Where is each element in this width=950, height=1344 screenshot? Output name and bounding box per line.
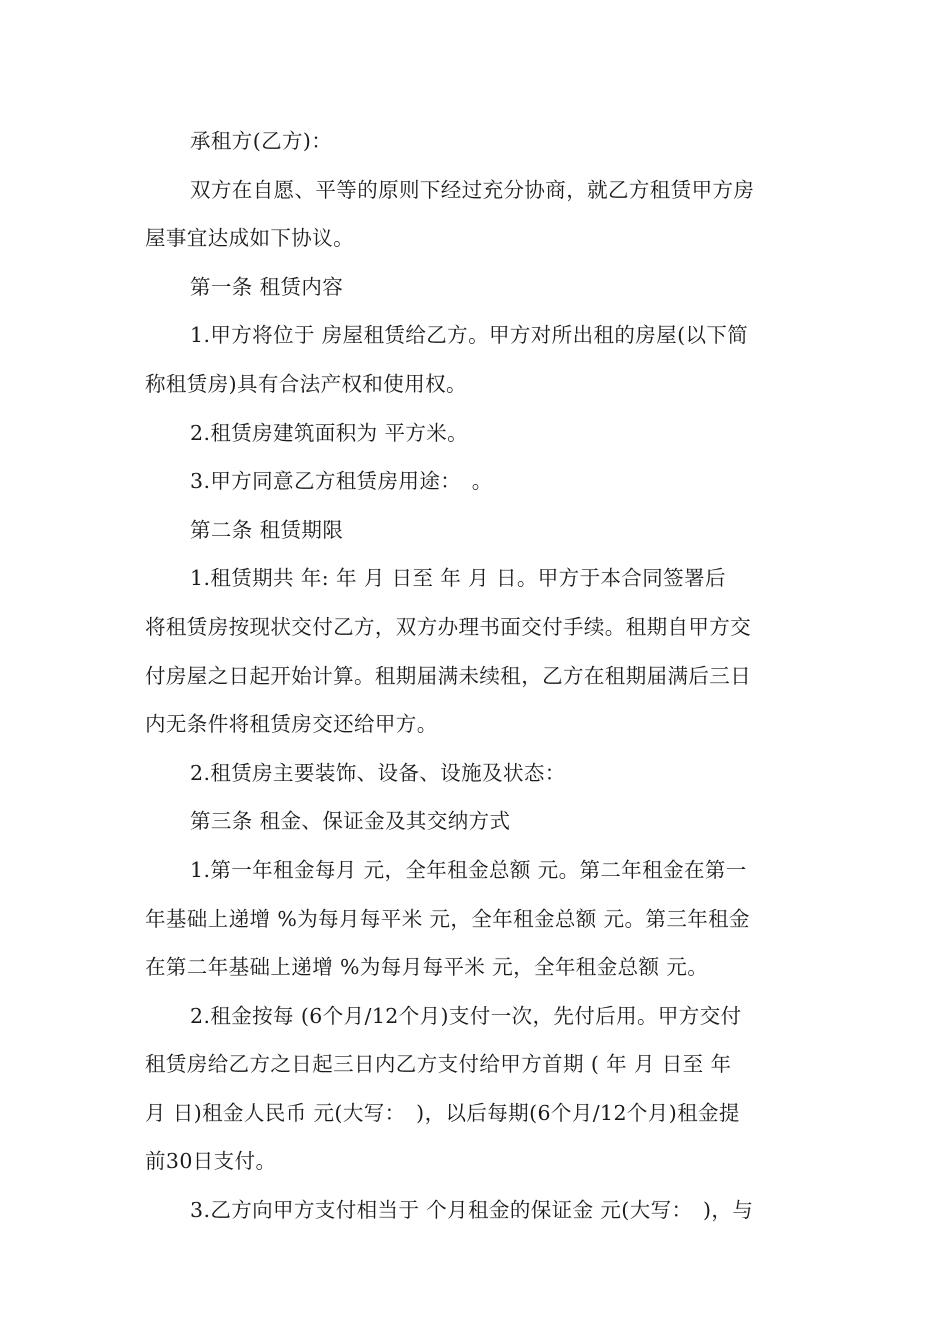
- text-line: 将租赁房按现状交付乙方，双方办理书面交付手续。租期自甲方交: [145, 614, 752, 639]
- text-line: 第三条 租金、保证金及其交纳方式: [190, 809, 511, 834]
- contract-body: [145, 117, 810, 1235]
- article-3-clause-3: [145, 1186, 810, 1235]
- text-line: 月 日)租金人民币 元(大写： )，以后每期(6个月/12个月)租金提: [145, 1100, 740, 1125]
- text-line: 年基础上递增 %为每月每平米 元，全年租金总额 元。第三年租金: [145, 906, 750, 931]
- text-line: 租赁房给乙方之日起三日内乙方支付给甲方首期 ( 年 月 日至 年: [145, 1052, 732, 1077]
- article-1-heading: [145, 263, 810, 312]
- article-3-clause-2: [145, 992, 810, 1186]
- text-line: 第二条 租赁期限: [190, 517, 344, 542]
- text-line: 2.租赁房主要装饰、设备、设施及状态：: [190, 760, 566, 785]
- paragraph-agreement-intro: [145, 166, 810, 263]
- article-3-clause-1: [145, 846, 810, 992]
- text-line: 屋事宜达成如下协议。: [145, 226, 354, 251]
- text-line: 1.第一年租金每月 元，全年租金总额 元。第二年租金在第一: [190, 857, 747, 882]
- article-2-clause-2: [145, 749, 810, 798]
- text-line: 前30日支付。: [145, 1149, 277, 1174]
- text-line: 承租方(乙方)：: [190, 129, 333, 153]
- article-1-clause-1: [145, 311, 810, 408]
- text-line: 3.乙方向甲方支付相当于 个月租金的保证金 元(大写： )，与: [190, 1198, 754, 1223]
- text-line: 付房屋之日起开始计算。租期届满未续租，乙方在租期届满后三日: [145, 663, 752, 688]
- article-1-clause-2: [145, 409, 810, 458]
- text-line: 称租赁房)具有合法产权和使用权。: [145, 371, 467, 396]
- text-line: 第一条 租赁内容: [190, 274, 344, 299]
- text-line: 内无条件将租赁房交还给甲方。: [145, 712, 438, 737]
- article-2-heading: [145, 506, 810, 555]
- text-line: 3.甲方同意乙方租赁房用途： 。: [190, 469, 493, 494]
- text-line: 2.租赁房建筑面积为 平方米。: [190, 420, 469, 445]
- text-line: 在第二年基础上递增 %为每月每平米 元，全年租金总额 元。: [145, 955, 709, 980]
- paragraph-lessee: [145, 117, 810, 166]
- text-line: 1.租赁期共 年: 年 月 日至 年 月 日。甲方于本合同签署后: [190, 566, 726, 591]
- article-3-heading: [145, 797, 810, 846]
- text-line: 双方在自愿、平等的原则下经过充分协商，就乙方租赁甲方房: [190, 177, 755, 202]
- article-2-clause-1: [145, 554, 810, 748]
- text-line: 2.租金按每 (6个月/12个月)支付一次，先付后用。甲方交付: [190, 1003, 742, 1028]
- article-1-clause-3: [145, 457, 810, 506]
- text-line: 1.甲方将位于 房屋租赁给乙方。甲方对所出租的房屋(以下简: [190, 323, 749, 348]
